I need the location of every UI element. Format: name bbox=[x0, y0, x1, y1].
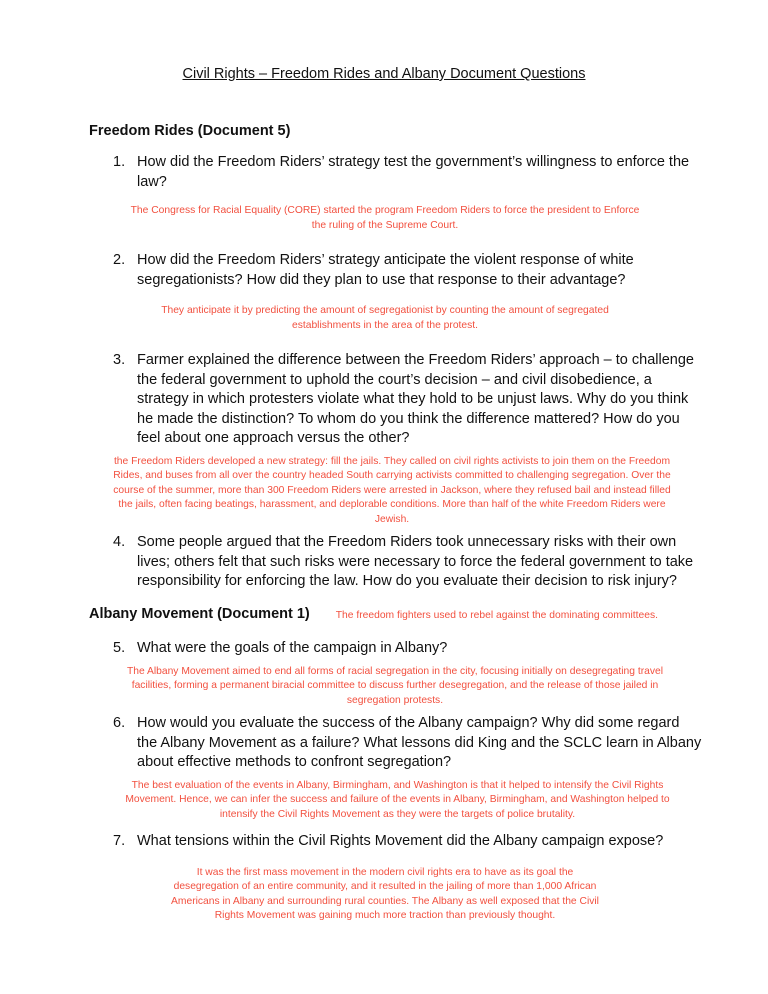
question-number: 2. bbox=[113, 252, 126, 268]
answer-5: The Albany Movement aimed to end all forms of racial segregation in the city, focusing initially on desegregating travel facilities, forming a permanent biracial committee to discuss further desegregation, and the release of those jailed in segregation protests. bbox=[126, 665, 664, 706]
question-6 bbox=[113, 714, 703, 773]
section-heading-albany-movement: Albany Movement (Document 1) bbox=[89, 605, 310, 622]
answer-1: The Congress for Racial Equality (CORE) started the program Freedom Riders to force the president to Enforce the ruling of the Supreme Court. bbox=[130, 205, 640, 231]
question-1 bbox=[113, 153, 703, 192]
answer-6: The best evaluation of the events in Albany, Birmingham, and Washington is that it helped to intensify the Civil Rights Movement. Hence, we can infer the success and failure of the events in Albany, Birmingham, and Washington helped to intensify the Civil Rights Movement as they were the targets of police brutality. bbox=[125, 779, 670, 820]
question-number: 3. bbox=[113, 352, 126, 368]
document-title: Civil Rights – Freedom Rides and Albany Document Questions bbox=[182, 66, 586, 82]
answer-7: It was the first mass movement in the modern civil rights era to have as its goal the desegregation of an entire community, and it resulted in the jailing of more than 1,000 African Americans in Albany and surrounding rural counties. The Albany as well exposed that the Civil Rights Movement was gaining much more traction than previously thought. bbox=[171, 866, 599, 921]
question-3 bbox=[113, 351, 703, 449]
answer-2: They anticipate it by predicting the amount of segregationist by counting the amount of segregated establishments in the area of the protest. bbox=[161, 305, 609, 331]
question-number: 4. bbox=[113, 534, 126, 550]
question-5 bbox=[113, 639, 703, 659]
question-2 bbox=[113, 251, 703, 290]
albany-heading-row bbox=[0, 606, 768, 624]
question-number: 6. bbox=[113, 715, 126, 731]
question-text: What were the goals of the campaign in Albany? bbox=[137, 640, 448, 656]
question-number: 5. bbox=[113, 640, 126, 656]
answer-3: the Freedom Riders developed a new strategy: fill the jails. They called on civil rights activists to join them on the Freedom Rides, and buses from all over the country headed South carrying activists committed to challenging segregation. Over the course of the summer, more than 300 Freedom Riders were arrested in Jackson, where they refused bail and instead filled the jails, often facing beatings, harassment, and deplorable conditions. More than half of the white Freedom Riders were Jewish. bbox=[113, 455, 671, 525]
question-text: What tensions within the Civil Rights Movement did the Albany campaign expose? bbox=[137, 833, 664, 849]
question-4 bbox=[113, 533, 703, 592]
question-text: Farmer explained the difference between the Freedom Riders’ approach – to challenge the federal government to uphold the court’s decision – and civil disobedience, a strategy in which protesters violate what they hold to be unjust laws. Why do you think he made the distinction? To whom do you think the difference mattered? How do you feel about one approach versus the other? bbox=[137, 352, 694, 446]
question-number: 1. bbox=[113, 154, 126, 170]
question-text: Some people argued that the Freedom Riders took unnecessary risks with their own lives; others felt that such risks were necessary to force the federal government to take responsibility for enforcing the law. How do you evaluate their decision to risk injury? bbox=[137, 534, 694, 589]
section-heading-freedom-rides: Freedom Rides (Document 5) bbox=[89, 123, 291, 139]
question-text: How did the Freedom Riders’ strategy test the government’s willingness to enforce the law? bbox=[137, 154, 690, 190]
question-text: How would you evaluate the success of the Albany campaign? Why did some regard the Albany Movement as a failure? What lessons did King and the SCLC learn in Albany about effective methods to confront segregation? bbox=[137, 715, 702, 770]
question-text: How did the Freedom Riders’ strategy anticipate the violent response of white segregationists? How did they plan to use that response to their advantage? bbox=[137, 252, 634, 288]
albany-heading-answer: The freedom fighters used to rebel against the dominating committees. bbox=[335, 609, 658, 621]
question-number: 7. bbox=[113, 833, 126, 849]
question-7 bbox=[113, 832, 703, 852]
